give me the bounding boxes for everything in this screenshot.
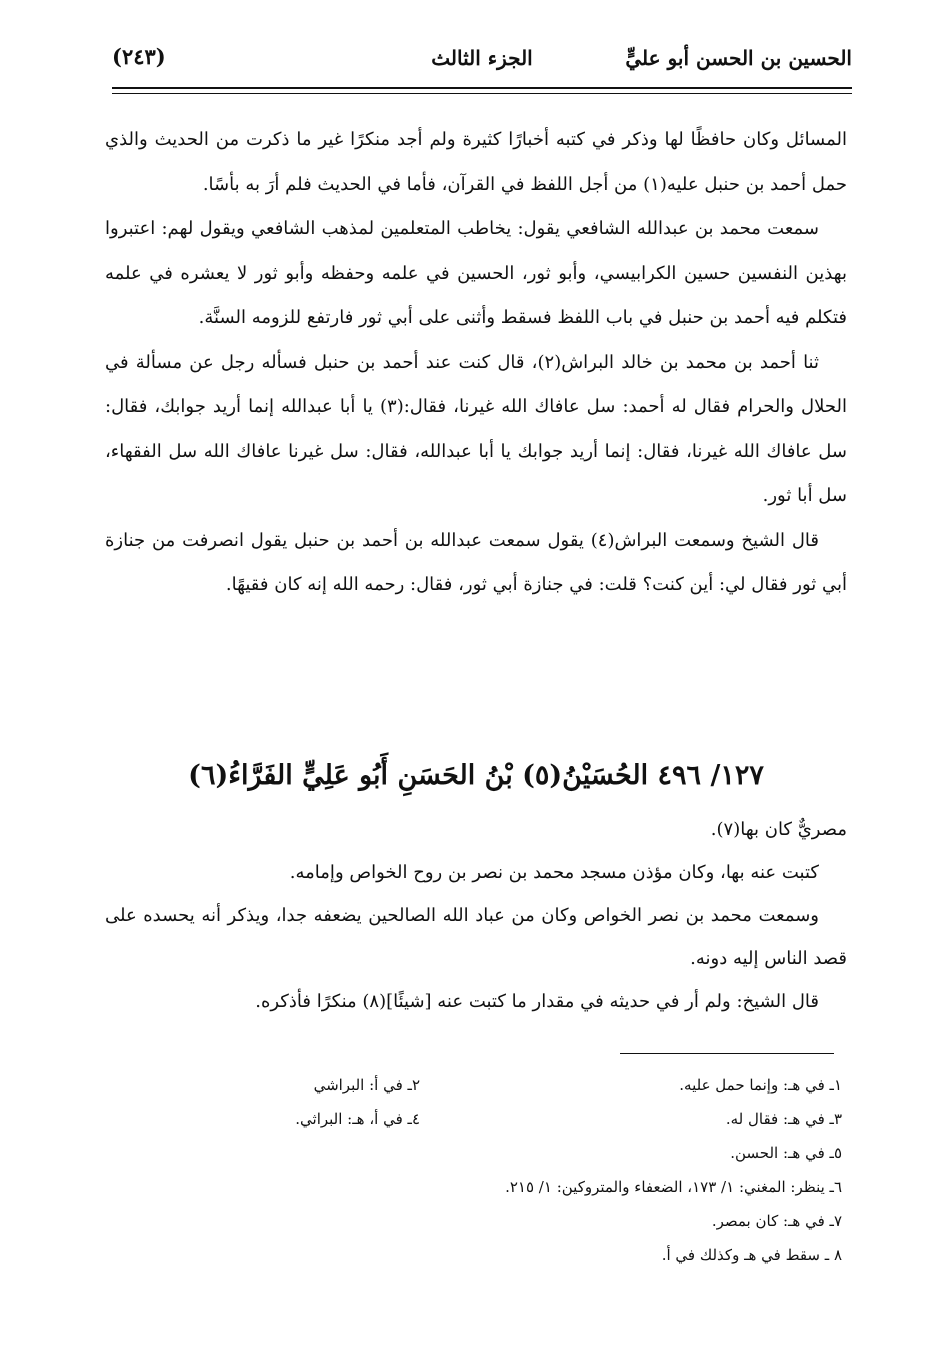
entry-text: [105, 808, 847, 1023]
footnote-row: [120, 1102, 842, 1136]
paragraph-1: المسائل وكان حافظًا لها وذكر في كتبه أخبارًا كثيرة ولم أجد منكرًا غير ما ذكرت من الحديث والذي حمل أحمد بن حنبل عليه(١) من أجل اللفظ في القرآن، فأما في الحديث فلم أرَ به بأسًا.: [105, 129, 847, 195]
footnote-1: ١ـ في هـ: وإنما حمل عليه.: [679, 1076, 842, 1094]
entry-paragraph-2: كتبت عنه بها، وكان مؤذن مسجد محمد بن نصر بن روح الخواص وإمامه.: [289, 862, 819, 883]
header-rule: [112, 87, 852, 94]
footnotes: [120, 1068, 842, 1272]
running-title: الحسين بن الحسن أبو عليٍّ: [625, 46, 852, 70]
footnote-3: ٣ـ في هـ: فقال له.: [725, 1110, 842, 1128]
footnote-8: ٨ ـ سقط في هـ وكذلك في أ.: [661, 1246, 842, 1264]
paragraph-4: قال الشيخ وسمعت البراش(٤) يقول سمعت عبدالله بن أحمد بن حنبل يقول انصرفت من جنازة أبي ثور فقال لي: أين كنت؟ قلت: في جنازة أبي ثور، فقال: رحمه الله إنه كان فقيهًا.: [105, 529, 847, 595]
entry-paragraph-4: قال الشيخ: ولم أر في حديثه في مقدار ما كتبت عنه [شيئًا](٨) منكرًا فأذكره.: [255, 991, 819, 1012]
footnote-4: ٤ـ في أ، هـ: البراثي.: [295, 1110, 420, 1128]
entry-paragraph-3: وسمعت محمد بن نصر الخواص وكان من عباد الله الصالحين يضعفه جدا، ويذكر أنه يحسده على قصد الناس إليه دونه.: [105, 905, 847, 969]
footnote-5: ٥ـ في هـ: الحسن.: [730, 1144, 842, 1162]
footnote-2: ٢ـ في أ: البراشي: [313, 1076, 420, 1094]
footnote-6: ٦ـ ينظر: المغني: ١/ ١٧٣، الضعفاء والمتروكين: ١/ ٢١٥.: [505, 1178, 842, 1196]
page-number: (٢٤٣): [112, 44, 166, 69]
main-text: [105, 118, 847, 608]
footnote-row: [120, 1068, 842, 1102]
entry-paragraph-1: مصريٌّ كان بها(٧).: [710, 819, 847, 840]
paragraph-2: سمعت محمد بن عبدالله الشافعي يقول: يخاطب المتعلمين لمذهب الشافعي ويقول لهم: اعتبروا بهذين النفسين حسين الكرابيسي، وأبو ثور، الحسين في علمه وحفظه وأبو ثور لا يعشره في علمه فتكلم فيه أحمد بن حنبل في باب اللفظ فسقط وأثنى على أبي ثور فارتفع للزومه السنَّة.: [105, 218, 847, 328]
page-header: [112, 38, 852, 94]
footnote-rule: [620, 1053, 834, 1054]
footnote-7: ٧ـ في هـ: كان بمصر.: [711, 1212, 842, 1230]
entry-heading: ١٢٧/ ٤٩٦ الحُسَيْنُ(٥) بْنُ الحَسَنِ أَبُو عَلِيٍّ الفَرَّاءُ(٦): [188, 760, 764, 791]
paragraph-3: ثنا أحمد بن محمد بن خالد البراش(٢)، قال كنت عند أحمد بن حنبل فسأله رجل عن مسألة في الحلال والحرام فقال له أحمد: سل عافاك الله غيرنا، فقال:(٣) يا أبا عبدالله إنما أريد جوابك، فقال: سل عافاك الله غيرنا، فقال: إنما أريد جوابك يا أبا عبدالله، فقال: سل غيرنا عافاك الله سل الفقهاء، سل أبا ثور.: [105, 351, 847, 506]
volume-label: الجزء الثالث: [431, 46, 533, 70]
